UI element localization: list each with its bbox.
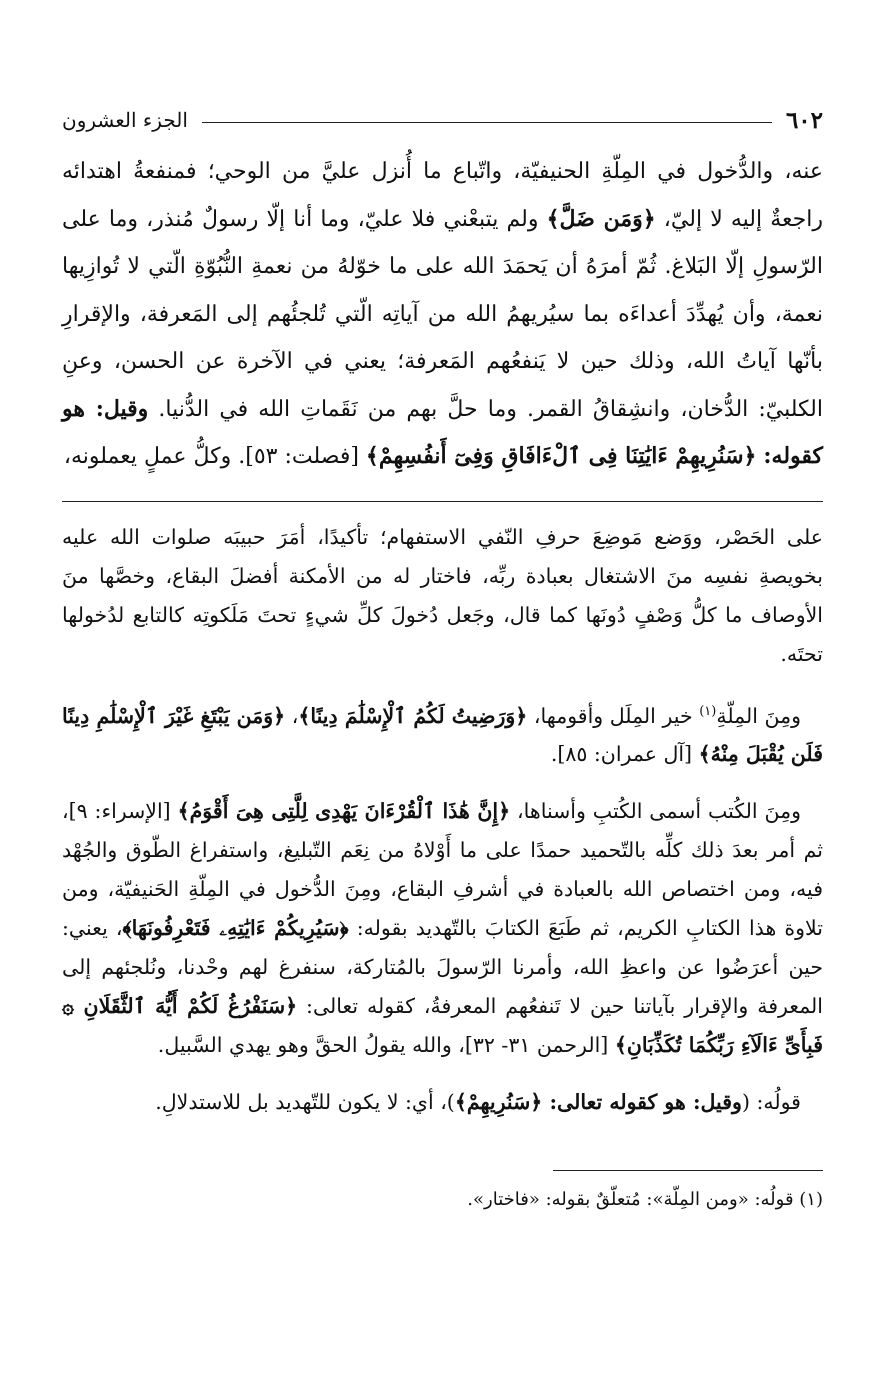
main-text-segment: عنه، والدُّخول في المِلّةِ الحنيفيّة، واتّباع ما أُنزل عليَّ من الوحي؛ فمنفعةُ اهتدائه راجعةٌ إليه لا إليّ، (62, 159, 823, 232)
quran-verse: ﴿سَيُرِيكُمْ ءَايَٰتِهِۦ فَتَعْرِفُونَهَا﴾ (122, 916, 349, 941)
quran-verse: ﴿سَنُرِيهِمْ﴾ (454, 1090, 543, 1115)
commentary-text: [الرحمن ٣١- ٣٢]، والله يقولُ الحقَّ وهو يهدي السَّبيل. (157, 1033, 615, 1058)
quran-verse: ﴿وَمَن ضَلَّ﴾ (546, 205, 656, 232)
commentary-bold-text: وقيل: هو كقوله تعالى: (542, 1090, 742, 1115)
quran-verse: ﴿وَمَن يَبْتَغِ غَيْرَ ٱلْإِسْلَٰمِ دِينًا فَلَن يُقْبَلَ مِنْهُ﴾ (62, 703, 823, 767)
commentary-text: ، يعني: حين أعرَضُوا عن واعظِ الله، وأمرنا الرّسولَ بالمُتاركة، سنفرغ لهم وحْدنا، ونُلجئهم إلى المعرفة والإقرار بآياتنا حين لا تَنفعُهم المعرفةُ، كقوله تعالى: (62, 916, 823, 1019)
commentary-text: على الحَصْر، ووَضع مَوضِعَ حرفِ النّفي الاستفهام؛ تأكيدًا، أمَرَ حبيبَه صلوات الله عليه بخويصةِ نفسِه منَ الاشتغال بعبادة ربِّه، فاختار له من الأمكنة أفضلَ البقاع، وخصَّها منَ الأوصاف ما كلُّ وَصْفٍ دُونَها كما قال، وجَعل دُخولَ كلِّ شيءٍ تحتَ مَلَكوتِه كالتابع لدُخولها تحتَه. (62, 524, 823, 666)
quran-verse: ﴿إِنَّ هَٰذَا ٱلْقُرْءَانَ يَهْدِى لِلَّتِى هِىَ أَقْوَمُ﴾ (177, 799, 511, 824)
commentary-paragraph (62, 1083, 823, 1122)
running-head: الجزء العشرون (62, 108, 188, 132)
commentary-text: [آل عمران: ٨٥]. (550, 742, 699, 767)
footnote-rule (553, 1170, 823, 1171)
commentary-text: )، أي: لا يكون للتّهديد بل للاستدلالِ. (155, 1090, 455, 1115)
commentary-text: ومِنَ المِلّةِ (716, 703, 802, 728)
quran-verse: ﴿سَنَفْرُغُ لَكُمْ أَيُّهَ ٱلثَّقَلَانِ ۞ فَبِأَىِّ ءَالَآءِ رَبِّكُمَا تُكَذِّبَانِ﴾ (62, 994, 823, 1058)
quran-verse: ﴿سَنُرِيهِمْ ءَايَٰتِنَا فِى ٱلْءَافَاقِ وَفِىٓ أَنفُسِهِمْ﴾ (365, 443, 757, 469)
commentary-paragraph (62, 518, 823, 674)
commentary-paragraph (62, 692, 823, 775)
commentary-text: خير المِلَل وأقومها، (527, 703, 700, 728)
page-number: ٦٠٢ (785, 106, 823, 134)
commentary-text: ومِنَ الكُتب أسمى الكُتبِ وأسناها، (510, 799, 801, 824)
quran-verse: ﴿وَرَضِيتُ لَكُمُ ٱلْإِسْلَٰمَ دِينًا﴾ (298, 703, 528, 728)
page (62, 100, 823, 1210)
footnote: (١) قولُه: «ومن المِلّة»: مُتعلّقٌ بقوله: «فاختار». (467, 1189, 823, 1211)
commentary-paragraph (62, 792, 823, 1065)
main-text (62, 148, 823, 481)
commentary-text: قولُه: ( (741, 1090, 801, 1115)
commentary (62, 518, 823, 1123)
main-text-bold-segment: وقيل: هو كقوله: (62, 395, 823, 469)
footnote-marker: (١) (699, 703, 717, 719)
commentary-text: ، (285, 703, 299, 728)
main-text-segment: ولم يتبعْني فلا عليّ، وما أنا إلّا رسولٌ مُنذر، وما على الرّسولِ إلّا البَلاغ. ثُمّ أمرَهُ أن يَحمَدَ الله على ما خوّلهُ من نعمةِ النُّبُوّةِ الّتي لا تُوازِيها نعمة، وأن يُهدِّدَ أعداءَه بما سيُريهمُ الله من آياتِه الّتي تُلجئُهم إلى المَعرفة، والإقرارِ بأنّها آياتُ الله، وذلك حين لا يَنفعُهم المَعرفة؛ يعني في الآخرة عن الحسن، وعنِ الكلبيّ: الدُّخان، وانشِقاقُ القمر. وما حلَّ بهم من نَقَماتِ الله في الدُّنيا. (62, 206, 824, 422)
main-text-segment: [فصلت: ٥٣]. وكلُّ عملٍ يعملونه، (63, 444, 366, 469)
header-rule (202, 122, 772, 123)
page-header (62, 100, 823, 140)
section-divider (62, 501, 823, 502)
commentary-text: [الإسراء: ٩]، ثم أمر بعدَ ذلك كلِّه بالتّحميد حمدًا على ما أَوْلاهُ من نِعَم التّبليغ، واستفراغ الطّوق والجُهْد فيه، ومن اختصاص الله بالعبادة في أشرفِ البقاع، ومِنَ الدُّخول في المِلّةِ الحَنيفيّة، ومن تلاوة هذا الكتابِ الكريم، ثم طَبَعَ الكتابَ بالتّهديد بقوله: (62, 799, 823, 941)
